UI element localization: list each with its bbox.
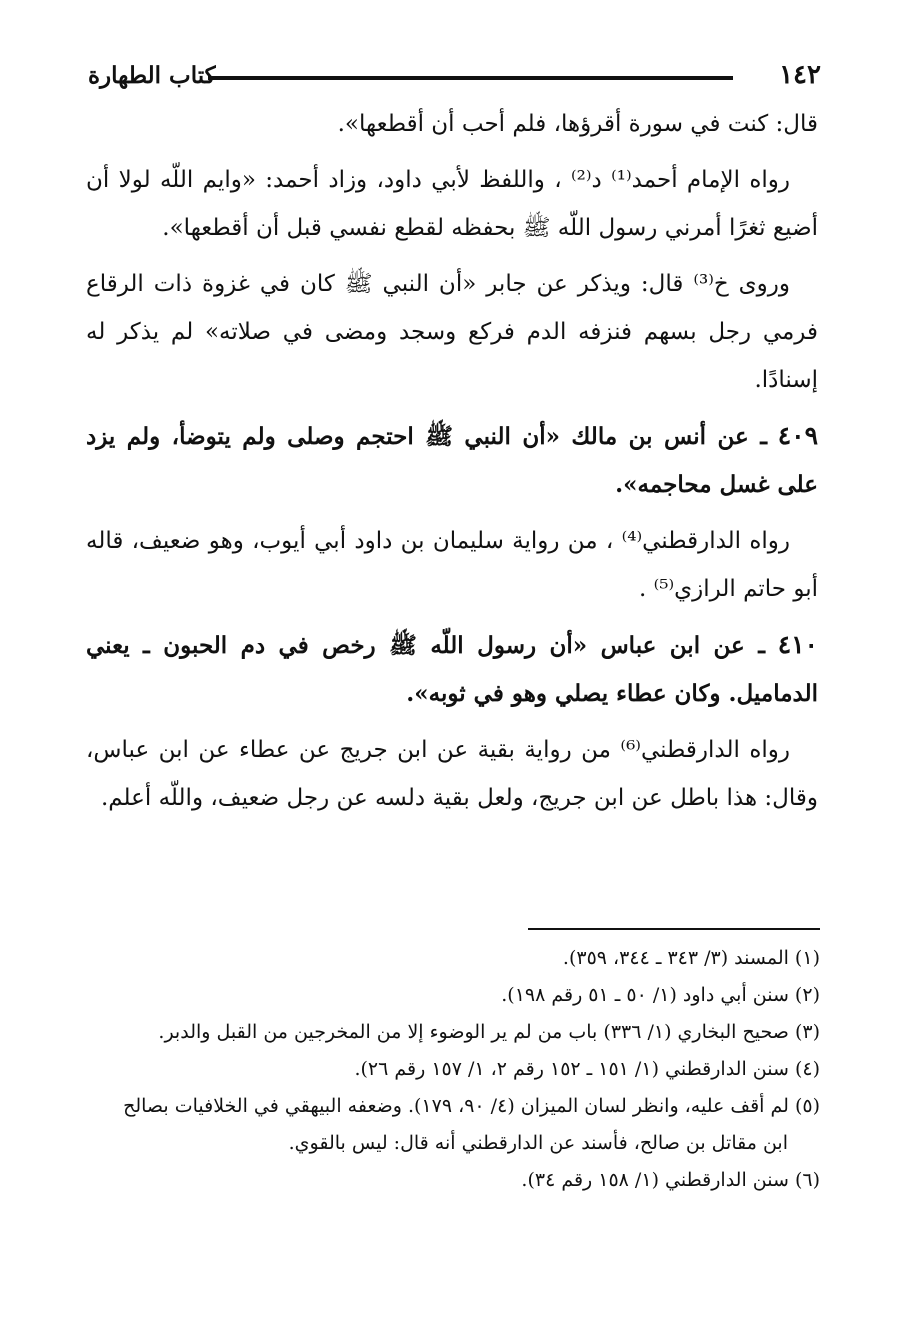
hadith-410 [86,621,818,718]
main-text [86,100,818,830]
hadith-409 [86,412,818,509]
paragraph: رواه الإمام أحمد⁽¹⁾ د⁽²⁾ ، واللفظ لأبي داود، وزاد أحمد: «وايم اللّه لولا أن أضيع ثغرًا أمرني رسول اللّه ﷺ بحفظه لقطع نفسي قبل أن أقطعها». [86,167,818,241]
hadith-number: ٤٠٩ [777,421,819,450]
footnote: (٤) سنن الدارقطني (١/ ١٥١ ـ ١٥٢ رقم ٢، ١/ ١٥٧ رقم ٢٦). [354,1058,820,1080]
running-header [88,56,821,96]
footnote: (٥) لم أقف عليه، وانظر لسان الميزان (٤/ ٩٠، ١٧٩). وضعفه البيهقي في الخلافيات بصالح [123,1095,820,1117]
footnote-separator [528,928,820,930]
footnote: (٢) سنن أبي داود (١/ ٥٠ ـ ٥١ رقم ١٩٨). [501,984,820,1006]
paragraph: وروى خ⁽³⁾ قال: ويذكر عن جابر «أن النبي ﷺ كان في غزوة ذات الرقاع فرمي رجل بسهم فنزفه الدم فركع وسجد ومضى في صلاته» لم يذكر له إسنادًا. [86,271,818,393]
paragraph: رواه الدارقطني⁽⁶⁾ من رواية بقية عن ابن جريج عن عطاء عن ابن عباس، وقال: هذا باطل عن ابن جريج، ولعل بقية دلسه عن رجل ضعيف، واللّه أعلم. [86,737,818,811]
page-number: ١٤٢ [779,60,821,90]
hadith-text: ـ عن أنس بن مالك «أن النبي ﷺ احتجم وصلى ولم يتوضأ، ولم يزد على غسل محاجمه». [86,423,818,498]
footnote: (٣) صحيح البخاري (١/ ٣٣٦) باب من لم ير الوضوء إلا من المخرجين من القبل والدبر. [158,1021,820,1043]
book-title: كتاب الطهارة [88,62,216,89]
footnote: (٦) سنن الدارقطني (١/ ١٥٨ رقم ٣٤). [521,1169,820,1191]
paragraph: رواه الدارقطني⁽⁴⁾ ، من رواية سليمان بن داود أبي أيوب، وهو ضعيف، قاله أبو حاتم الرازي⁽⁵⁾ . [86,528,818,602]
footnotes [90,940,820,1199]
hadith-text: ـ عن ابن عباس «أن رسول اللّه ﷺ رخص في دم الحبون ـ يعني الدماميل. وكان عطاء يصلي وهو في ثوبه». [86,632,818,707]
hadith-number: ٤١٠ [777,630,818,659]
paragraph: قال: كنت في سورة أقرؤها، فلم أحب أن أقطعها». [337,111,818,137]
footnote-continuation: ابن مقاتل بن صالح، فأسند عن الدارقطني أنه قال: ليس بالقوي. [288,1132,788,1154]
footnote: (١) المسند (٣/ ٣٤٣ ـ ٣٤٤، ٣٥٩). [562,947,820,969]
header-rule [208,76,733,80]
